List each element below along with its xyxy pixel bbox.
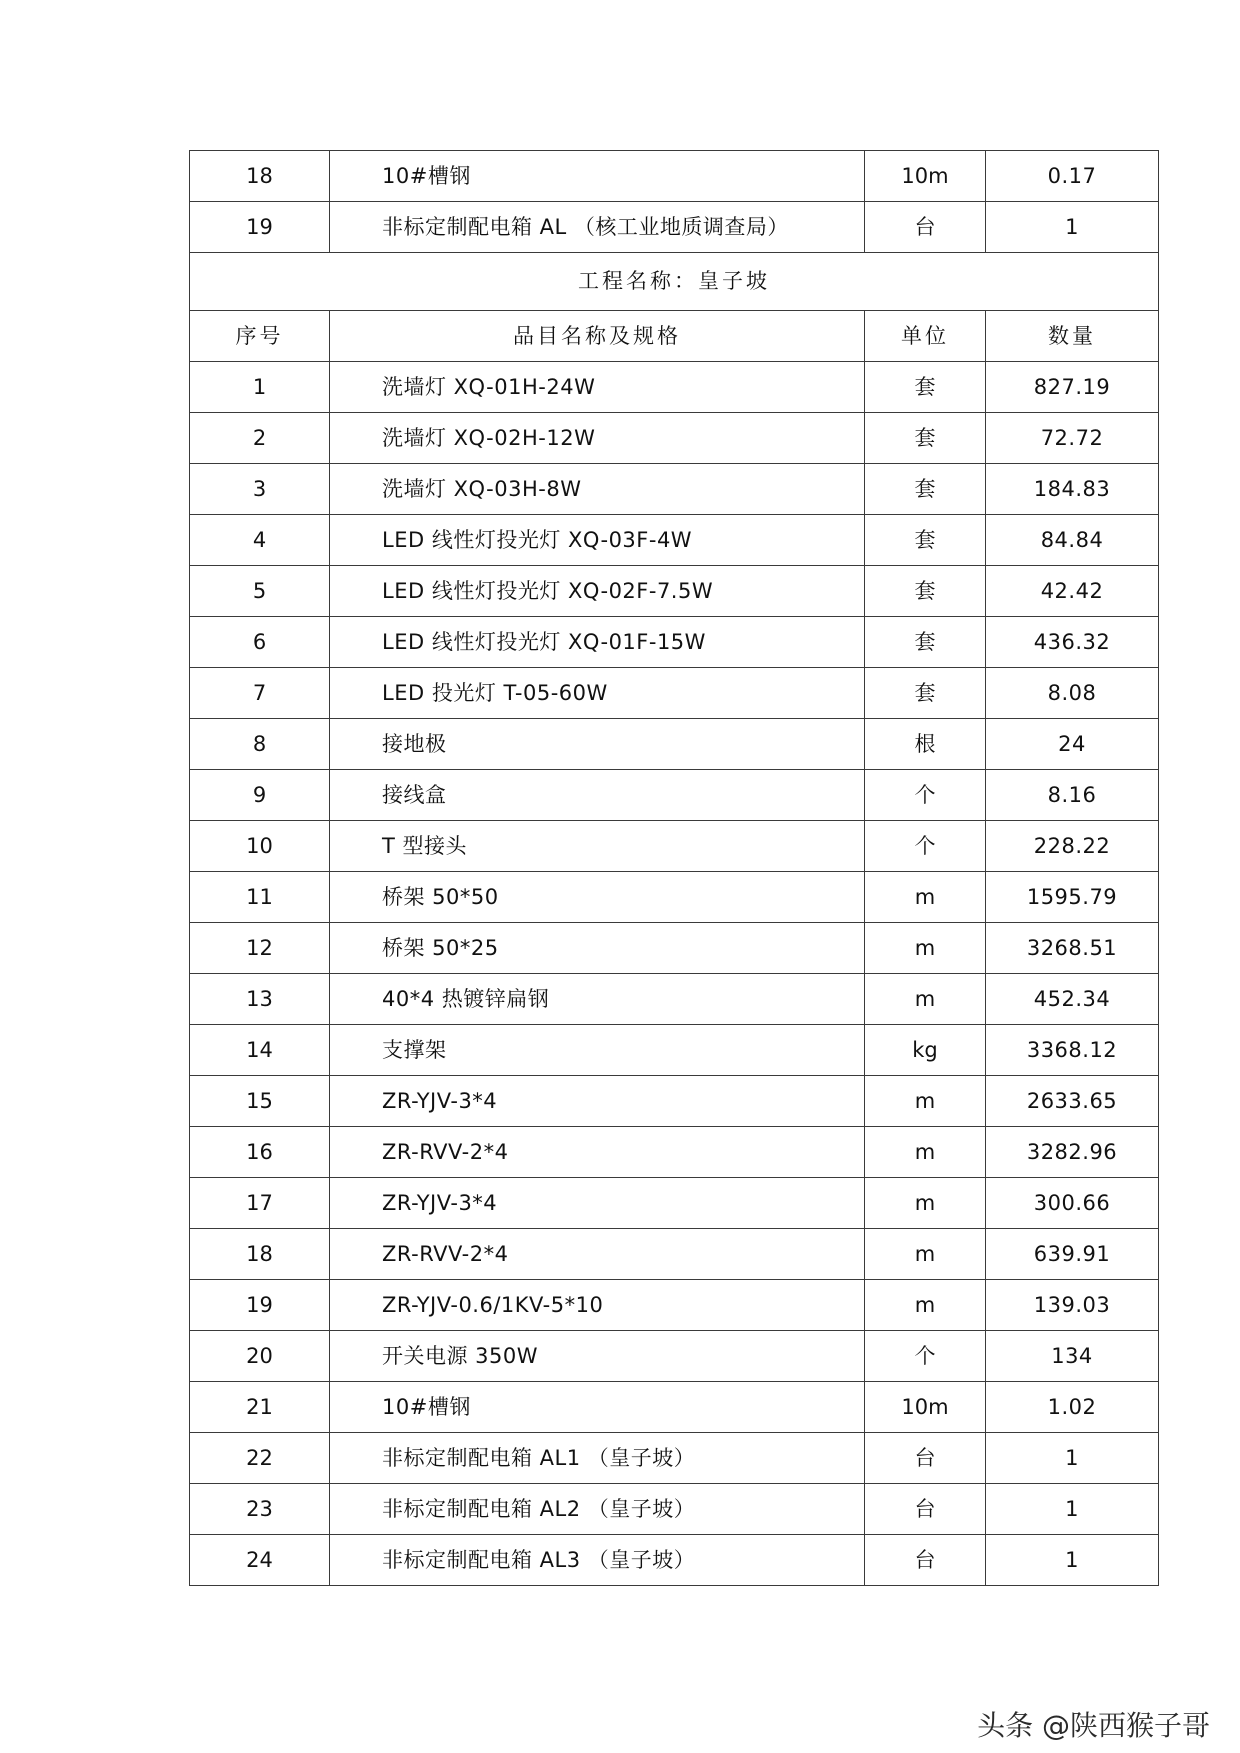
row-number: 8 [190, 719, 330, 770]
row-number: 9 [190, 770, 330, 821]
item-quantity: 1 [986, 1484, 1159, 1535]
item-unit: m [865, 1280, 986, 1331]
item-unit: 套 [865, 464, 986, 515]
item-quantity: 42.42 [986, 566, 1159, 617]
item-unit: 10m [865, 1382, 986, 1433]
row-number: 21 [190, 1382, 330, 1433]
row-number: 3 [190, 464, 330, 515]
item-name: 10#槽钢 [330, 151, 865, 202]
header-number: 序号 [190, 311, 330, 362]
table-row [190, 151, 1159, 202]
table-row [190, 719, 1159, 770]
item-name: 10#槽钢 [330, 1382, 865, 1433]
row-number: 16 [190, 1127, 330, 1178]
item-name: 40*4 热镀锌扁钢 [330, 974, 865, 1025]
table-row [190, 566, 1159, 617]
bill-of-materials-table [189, 150, 1159, 1586]
item-quantity: 134 [986, 1331, 1159, 1382]
item-unit: 个 [865, 1331, 986, 1382]
item-quantity: 228.22 [986, 821, 1159, 872]
item-quantity: 1.02 [986, 1382, 1159, 1433]
item-name: ZR-YJV-0.6/1KV-5*10 [330, 1280, 865, 1331]
row-number: 1 [190, 362, 330, 413]
item-unit: m [865, 974, 986, 1025]
item-unit: 套 [865, 566, 986, 617]
row-number: 4 [190, 515, 330, 566]
table-body [190, 151, 1159, 1586]
header-unit: 单位 [865, 311, 986, 362]
table-row [190, 515, 1159, 566]
item-unit: 10m [865, 151, 986, 202]
row-number: 24 [190, 1535, 330, 1586]
item-name: 接地极 [330, 719, 865, 770]
table-row [190, 617, 1159, 668]
table-row [190, 413, 1159, 464]
row-number: 7 [190, 668, 330, 719]
item-name: 洗墙灯 XQ-01H-24W [330, 362, 865, 413]
item-name: 非标定制配电箱 AL （核工业地质调查局） [330, 202, 865, 253]
item-unit: 套 [865, 668, 986, 719]
row-number: 22 [190, 1433, 330, 1484]
item-unit: 套 [865, 617, 986, 668]
row-number: 11 [190, 872, 330, 923]
table-row [190, 1484, 1159, 1535]
table-row [190, 202, 1159, 253]
table-row [190, 1280, 1159, 1331]
row-number: 17 [190, 1178, 330, 1229]
table-row [190, 1331, 1159, 1382]
item-quantity: 1 [986, 1433, 1159, 1484]
row-number: 18 [190, 151, 330, 202]
item-unit: 个 [865, 770, 986, 821]
item-name: 开关电源 350W [330, 1331, 865, 1382]
table-row [190, 821, 1159, 872]
item-quantity: 2633.65 [986, 1076, 1159, 1127]
item-unit: 套 [865, 413, 986, 464]
row-number: 19 [190, 1280, 330, 1331]
item-name: LED 投光灯 T-05-60W [330, 668, 865, 719]
project-name-title: 工程名称：皇子坡 [190, 253, 1159, 311]
item-quantity: 24 [986, 719, 1159, 770]
table-row [190, 974, 1159, 1025]
item-quantity: 0.17 [986, 151, 1159, 202]
item-unit: 台 [865, 1433, 986, 1484]
item-quantity: 84.84 [986, 515, 1159, 566]
row-number: 18 [190, 1229, 330, 1280]
item-name: T 型接头 [330, 821, 865, 872]
item-name: 非标定制配电箱 AL3 （皇子坡） [330, 1535, 865, 1586]
table-row [190, 770, 1159, 821]
item-quantity: 3282.96 [986, 1127, 1159, 1178]
row-number: 5 [190, 566, 330, 617]
row-number: 19 [190, 202, 330, 253]
item-unit: m [865, 1127, 986, 1178]
table-row [190, 464, 1159, 515]
item-unit: 套 [865, 515, 986, 566]
item-quantity: 1595.79 [986, 872, 1159, 923]
item-quantity: 1 [986, 202, 1159, 253]
item-quantity: 184.83 [986, 464, 1159, 515]
item-unit: m [865, 872, 986, 923]
table-row [190, 1025, 1159, 1076]
item-name: 洗墙灯 XQ-03H-8W [330, 464, 865, 515]
item-unit: 台 [865, 1484, 986, 1535]
table-row [190, 1229, 1159, 1280]
item-quantity: 300.66 [986, 1178, 1159, 1229]
item-unit: 套 [865, 362, 986, 413]
item-unit: 根 [865, 719, 986, 770]
header-item-name: 品目名称及规格 [330, 311, 865, 362]
section-title-row [190, 253, 1159, 311]
item-name: ZR-YJV-3*4 [330, 1076, 865, 1127]
item-name: 接线盒 [330, 770, 865, 821]
table-row [190, 1127, 1159, 1178]
item-quantity: 827.19 [986, 362, 1159, 413]
row-number: 6 [190, 617, 330, 668]
table-row [190, 1178, 1159, 1229]
item-unit: 台 [865, 202, 986, 253]
row-number: 10 [190, 821, 330, 872]
item-quantity: 1 [986, 1535, 1159, 1586]
table-row [190, 1076, 1159, 1127]
row-number: 2 [190, 413, 330, 464]
item-unit: m [865, 923, 986, 974]
item-name: LED 线性灯投光灯 XQ-01F-15W [330, 617, 865, 668]
item-name: 非标定制配电箱 AL2 （皇子坡） [330, 1484, 865, 1535]
item-name: LED 线性灯投光灯 XQ-02F-7.5W [330, 566, 865, 617]
row-number: 23 [190, 1484, 330, 1535]
table-header-row [190, 311, 1159, 362]
item-quantity: 3268.51 [986, 923, 1159, 974]
item-quantity: 436.32 [986, 617, 1159, 668]
row-number: 20 [190, 1331, 330, 1382]
item-name: 非标定制配电箱 AL1 （皇子坡） [330, 1433, 865, 1484]
item-unit: 个 [865, 821, 986, 872]
table-row [190, 1535, 1159, 1586]
item-quantity: 8.16 [986, 770, 1159, 821]
item-unit: kg [865, 1025, 986, 1076]
item-unit: m [865, 1076, 986, 1127]
table-row [190, 668, 1159, 719]
item-name: 桥架 50*25 [330, 923, 865, 974]
table-row [190, 872, 1159, 923]
item-name: 桥架 50*50 [330, 872, 865, 923]
item-unit: m [865, 1178, 986, 1229]
item-quantity: 3368.12 [986, 1025, 1159, 1076]
item-quantity: 452.34 [986, 974, 1159, 1025]
header-quantity: 数量 [986, 311, 1159, 362]
item-quantity: 139.03 [986, 1280, 1159, 1331]
table-row [190, 1433, 1159, 1484]
item-name: 洗墙灯 XQ-02H-12W [330, 413, 865, 464]
item-name: 支撑架 [330, 1025, 865, 1076]
item-quantity: 72.72 [986, 413, 1159, 464]
table-row [190, 362, 1159, 413]
item-unit: 台 [865, 1535, 986, 1586]
row-number: 14 [190, 1025, 330, 1076]
row-number: 13 [190, 974, 330, 1025]
item-name: LED 线性灯投光灯 XQ-03F-4W [330, 515, 865, 566]
row-number: 15 [190, 1076, 330, 1127]
item-quantity: 8.08 [986, 668, 1159, 719]
watermark-text: 头条 @陕西猴子哥 [977, 1709, 1210, 1742]
item-quantity: 639.91 [986, 1229, 1159, 1280]
table-row [190, 1382, 1159, 1433]
table-row [190, 923, 1159, 974]
item-name: ZR-YJV-3*4 [330, 1178, 865, 1229]
item-name: ZR-RVV-2*4 [330, 1229, 865, 1280]
item-unit: m [865, 1229, 986, 1280]
row-number: 12 [190, 923, 330, 974]
item-name: ZR-RVV-2*4 [330, 1127, 865, 1178]
